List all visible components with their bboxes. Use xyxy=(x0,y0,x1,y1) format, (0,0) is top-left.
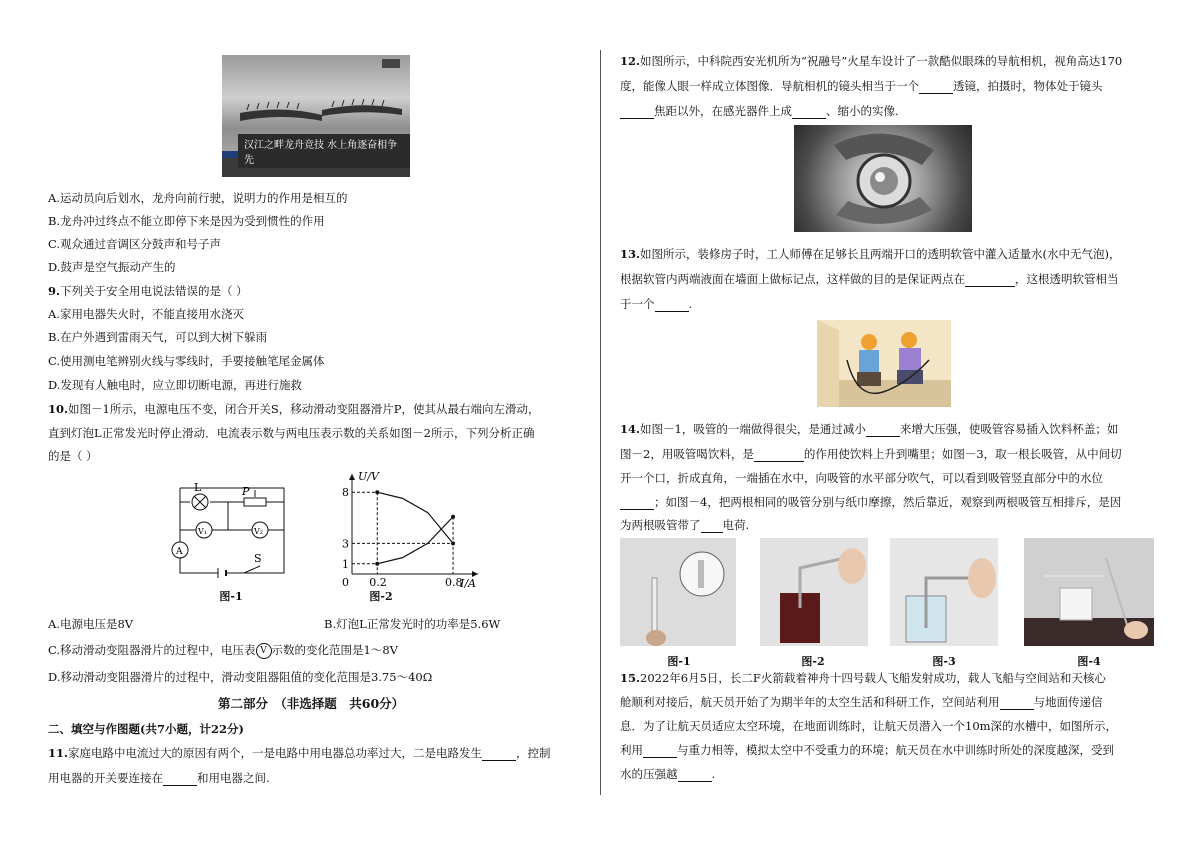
dragon-boat-photo xyxy=(222,55,410,177)
q13-blank-1[interactable] xyxy=(965,273,1015,287)
q12-blank-3[interactable] xyxy=(792,105,826,119)
q14-blank-4[interactable] xyxy=(701,519,723,533)
q8-option-b: B.龙舟冲过终点不能立即停下来是因为受到惯性的作用 xyxy=(48,214,325,228)
q15-line-4 xyxy=(620,742,1114,758)
q11-text-1a: 家庭电路中电流过大的原因有两个，一是电路中用电器总功率过大，二是电路发生 xyxy=(68,746,483,760)
q14-text-2b: 的作用使饮料上升到嘴里；如图－3，取一根长吸管，从中间切 xyxy=(803,447,1122,461)
q15-number: 15. xyxy=(620,671,641,685)
series-0-point-0 xyxy=(375,490,379,494)
q13-text-3a: 于一个 xyxy=(620,297,655,311)
q15-text-4a: 利用 xyxy=(620,743,643,757)
q14-line-5 xyxy=(620,517,749,533)
q13-text-1: 如图所示，装修房子时，工人师傅在足够长且两端开口的透明软管中灌入适量水(水中无气泡)， xyxy=(640,247,1121,261)
straw-photo-2 xyxy=(760,538,868,646)
q14-fig2-caption: 图-2 xyxy=(801,655,825,668)
series-0-point-3 xyxy=(451,541,455,545)
straw-photo-4 xyxy=(1024,538,1154,646)
part2-title: 第二部分 （非选择题 共60分） xyxy=(218,696,405,711)
q14-fig1-caption: 图-1 xyxy=(667,655,691,668)
q14-text-5b: 电荷. xyxy=(722,518,750,532)
q15-blank-3[interactable] xyxy=(678,768,712,782)
q15-blank-1[interactable] xyxy=(1000,696,1034,710)
q10-line-2: 直到灯泡L正常发光时停止滑动．电流表示数与两电压表示数的关系如图－2所示，下列分析正确 xyxy=(48,426,535,440)
q13-line-1 xyxy=(620,246,1120,262)
q14-text-5a: 为两根吸管带了 xyxy=(620,518,701,532)
q14-line-4 xyxy=(620,494,1121,510)
q14-blank-3[interactable] xyxy=(620,496,654,510)
q14-text-1a: 如图－1，吸管的一端做得很尖，是通过减小 xyxy=(640,422,866,436)
q12-line-2 xyxy=(620,78,1103,94)
y-tick-label-2: 8 xyxy=(342,486,349,500)
q13-text-3b: . xyxy=(688,297,693,311)
q11-line-2 xyxy=(48,770,270,786)
origin-label: 0 xyxy=(342,576,349,588)
photo-caption: 汉江之畔龙舟竞技 水上角逐奋相争先 xyxy=(238,134,410,168)
q14-text-1b: 来增大压强，使吸管容易插入饮料杯盖；如 xyxy=(899,422,1119,436)
q9-number: 9. xyxy=(48,284,61,298)
q11-text-2b: 和用电器之间. xyxy=(197,771,270,785)
q9-stem xyxy=(48,283,248,299)
q14-text-2a: 图－2，用吸管喝饮料，是 xyxy=(620,447,754,461)
u-i-chart xyxy=(326,470,486,588)
straw-photo-1 xyxy=(620,538,736,646)
label-L: L xyxy=(194,481,202,494)
q14-blank-1[interactable] xyxy=(866,423,900,437)
workers-hose-illustration xyxy=(817,320,951,407)
q14-line-1 xyxy=(620,421,1118,437)
q14-text-4b: ；如图－4，把两根相同的吸管分别与纸巾摩擦，然后靠近，观察到两根吸管互相排斥，是因 xyxy=(654,495,1122,509)
circuit-diagram xyxy=(164,478,294,583)
q10-option-c-post: 示数的变化范围是1～8V xyxy=(271,643,398,657)
label-P: P xyxy=(242,485,250,498)
x-tick-label-0: 0.2 xyxy=(369,576,387,588)
label-S: S xyxy=(254,552,262,565)
q15-line-2 xyxy=(620,694,1103,710)
q9-option-a: A.家用电器失火时，不能直接用水浇灭 xyxy=(48,307,244,321)
q14-number: 14. xyxy=(620,422,641,436)
q12-line-1 xyxy=(620,53,1122,69)
series-line-0 xyxy=(377,492,453,543)
q8-option-d: D.鼓声是空气振动产生的 xyxy=(48,260,176,274)
q10-number: 10. xyxy=(48,402,69,416)
q15-line-3: 息．为了让航天员适应太空环境，在地面训练时，让航天员潜入一个10m深的水槽中，如图所示， xyxy=(620,719,1118,733)
q10-option-d: D.移动滑动变阻器滑片的过程中，滑动变阻器阻值的变化范围是3.75～40Ω xyxy=(48,670,433,684)
chart-ticks xyxy=(342,486,463,588)
q15-line-1 xyxy=(620,670,1106,686)
straw-photo-3 xyxy=(890,538,998,646)
workers-drawing xyxy=(817,320,951,407)
q15-line-5 xyxy=(620,766,715,782)
q14-line-3: 开一个口，折成直角，一端插在水中，向吸管的水平部分吹气，可以看到吸管竖直部分中的水位 xyxy=(620,471,1103,485)
label-A: A xyxy=(176,547,183,557)
x-axis-label: I/A xyxy=(460,577,476,588)
q10-line-3: 的是（ ） xyxy=(48,449,98,463)
x-tick-label-1: 0.8 xyxy=(445,576,463,588)
chart-axes xyxy=(342,470,478,588)
q12-blank-2[interactable] xyxy=(620,105,654,119)
q9-option-b: B.在户外遇到雷雨天气，可以到大树下躲雨 xyxy=(48,330,268,344)
q15-text-2b: 与地面传递信 xyxy=(1033,695,1103,709)
q9-text: 下列关于安全用电说法错误的是（ ） xyxy=(60,284,248,298)
camera-lens-drawing xyxy=(794,125,972,232)
section2-title: 二、填空与作图题(共7小题，计22分) xyxy=(48,722,244,736)
rheostat xyxy=(244,498,266,506)
q15-text-1: 2022年6月5日，长二F火箭载着神舟十四号载人飞船发射成功，载人飞船与空间站和天核心 xyxy=(640,671,1106,685)
chart-series xyxy=(375,490,455,566)
y-axis-arrow xyxy=(349,474,355,480)
q15-text-5a: 水的压强越 xyxy=(620,767,678,781)
q14-fig3-caption: 图-3 xyxy=(932,655,956,668)
q15-text-4b: 与重力相等，模拟太空中不受重力的环境；航天员在水中训练时所处的深度越深，受到 xyxy=(677,743,1114,757)
q8-option-c: C.观众通过音调区分鼓声和号子声 xyxy=(48,237,222,251)
q11-number: 11. xyxy=(48,746,69,760)
q11-blank-2[interactable] xyxy=(163,772,197,786)
q12-text-2a: 度，能像人眼一样成立体图像．导航相机的镜头相当于一个 xyxy=(620,79,919,93)
series-line-1 xyxy=(377,517,453,564)
q10-option-b: B.灯泡L正常发光时的功率是5.6W xyxy=(324,617,501,631)
q11-blank-1[interactable] xyxy=(482,747,516,761)
q12-blank-1[interactable] xyxy=(919,80,953,94)
q10-option-c-pre: C.移动滑动变阻器滑片的过程中，电压表 xyxy=(48,643,256,657)
q12-text-3c: 、缩小的实像. xyxy=(826,104,899,118)
q14-blank-2[interactable] xyxy=(754,448,804,462)
voltmeter-symbol: V xyxy=(256,643,272,659)
q13-line-3 xyxy=(620,296,692,312)
y-axis-label: U/V xyxy=(358,470,379,483)
q13-blank-2[interactable] xyxy=(655,298,689,312)
q10-option-a: A.电源电压是8V xyxy=(48,617,134,631)
q14-fig4-caption: 图-4 xyxy=(1077,655,1101,668)
q9-option-c: C.使用测电笔辨别火线与零线时，手要接触笔尾金属体 xyxy=(48,354,325,368)
label-V2: V₂ xyxy=(254,527,263,536)
label-V1: V₁ xyxy=(198,527,207,536)
q9-option-d: D.发现有人触电时，应立即切断电源，再进行施救 xyxy=(48,378,302,392)
q12-text-1: 如图所示，中科院西安光机所为“祝融号”火星车设计了一款酷似眼珠的导航相机，视角高达170 xyxy=(640,54,1123,68)
q11-text-1b: ，控制 xyxy=(516,746,551,760)
q11-text-2a: 用电器的开关要连接在 xyxy=(48,771,163,785)
q12-text-2b: 透镜，拍摄时，物体处于镜头 xyxy=(953,79,1103,93)
y-tick-label-1: 3 xyxy=(342,537,349,551)
q12-number: 12. xyxy=(620,54,641,68)
q15-text-5b: . xyxy=(711,767,716,781)
q13-number: 13. xyxy=(620,247,641,261)
q15-blank-2[interactable] xyxy=(643,744,677,758)
column-divider xyxy=(600,50,601,795)
q13-text-2a: 根据软管内两端液面在墙面上做标记点，这样做的目的是保证两点在 xyxy=(620,272,965,286)
q10-text-1: 如图－1所示，电源电压不变，闭合开关S，移动滑动变阻器滑片P，使其从最右端向左滑动， xyxy=(68,402,540,416)
q12-line-3 xyxy=(620,103,899,119)
q11-line-1 xyxy=(48,745,551,761)
fig2-caption: 图-2 xyxy=(369,590,393,603)
q12-text-3b: 焦距以外，在感光器件上成 xyxy=(654,104,792,118)
q14-line-2 xyxy=(620,446,1122,462)
navigation-camera-photo xyxy=(794,125,972,232)
q15-text-2a: 舱顺利对接后，航天员开始了为期半年的太空生活和科研工作，空间站利用 xyxy=(620,695,1000,709)
fig1-caption: 图-1 xyxy=(219,590,243,603)
y-tick-label-0: 1 xyxy=(342,557,349,571)
q13-line-2 xyxy=(620,271,1119,287)
series-1-point-0 xyxy=(375,562,379,566)
q10-option-c xyxy=(48,642,398,659)
series-1-point-3 xyxy=(451,515,455,519)
q13-text-2b: ，这根透明软管相当 xyxy=(1015,272,1119,286)
q8-option-a: A.运动员向后划水，龙舟向前行驶，说明力的作用是相互的 xyxy=(48,191,348,205)
q10-line-1 xyxy=(48,401,539,417)
